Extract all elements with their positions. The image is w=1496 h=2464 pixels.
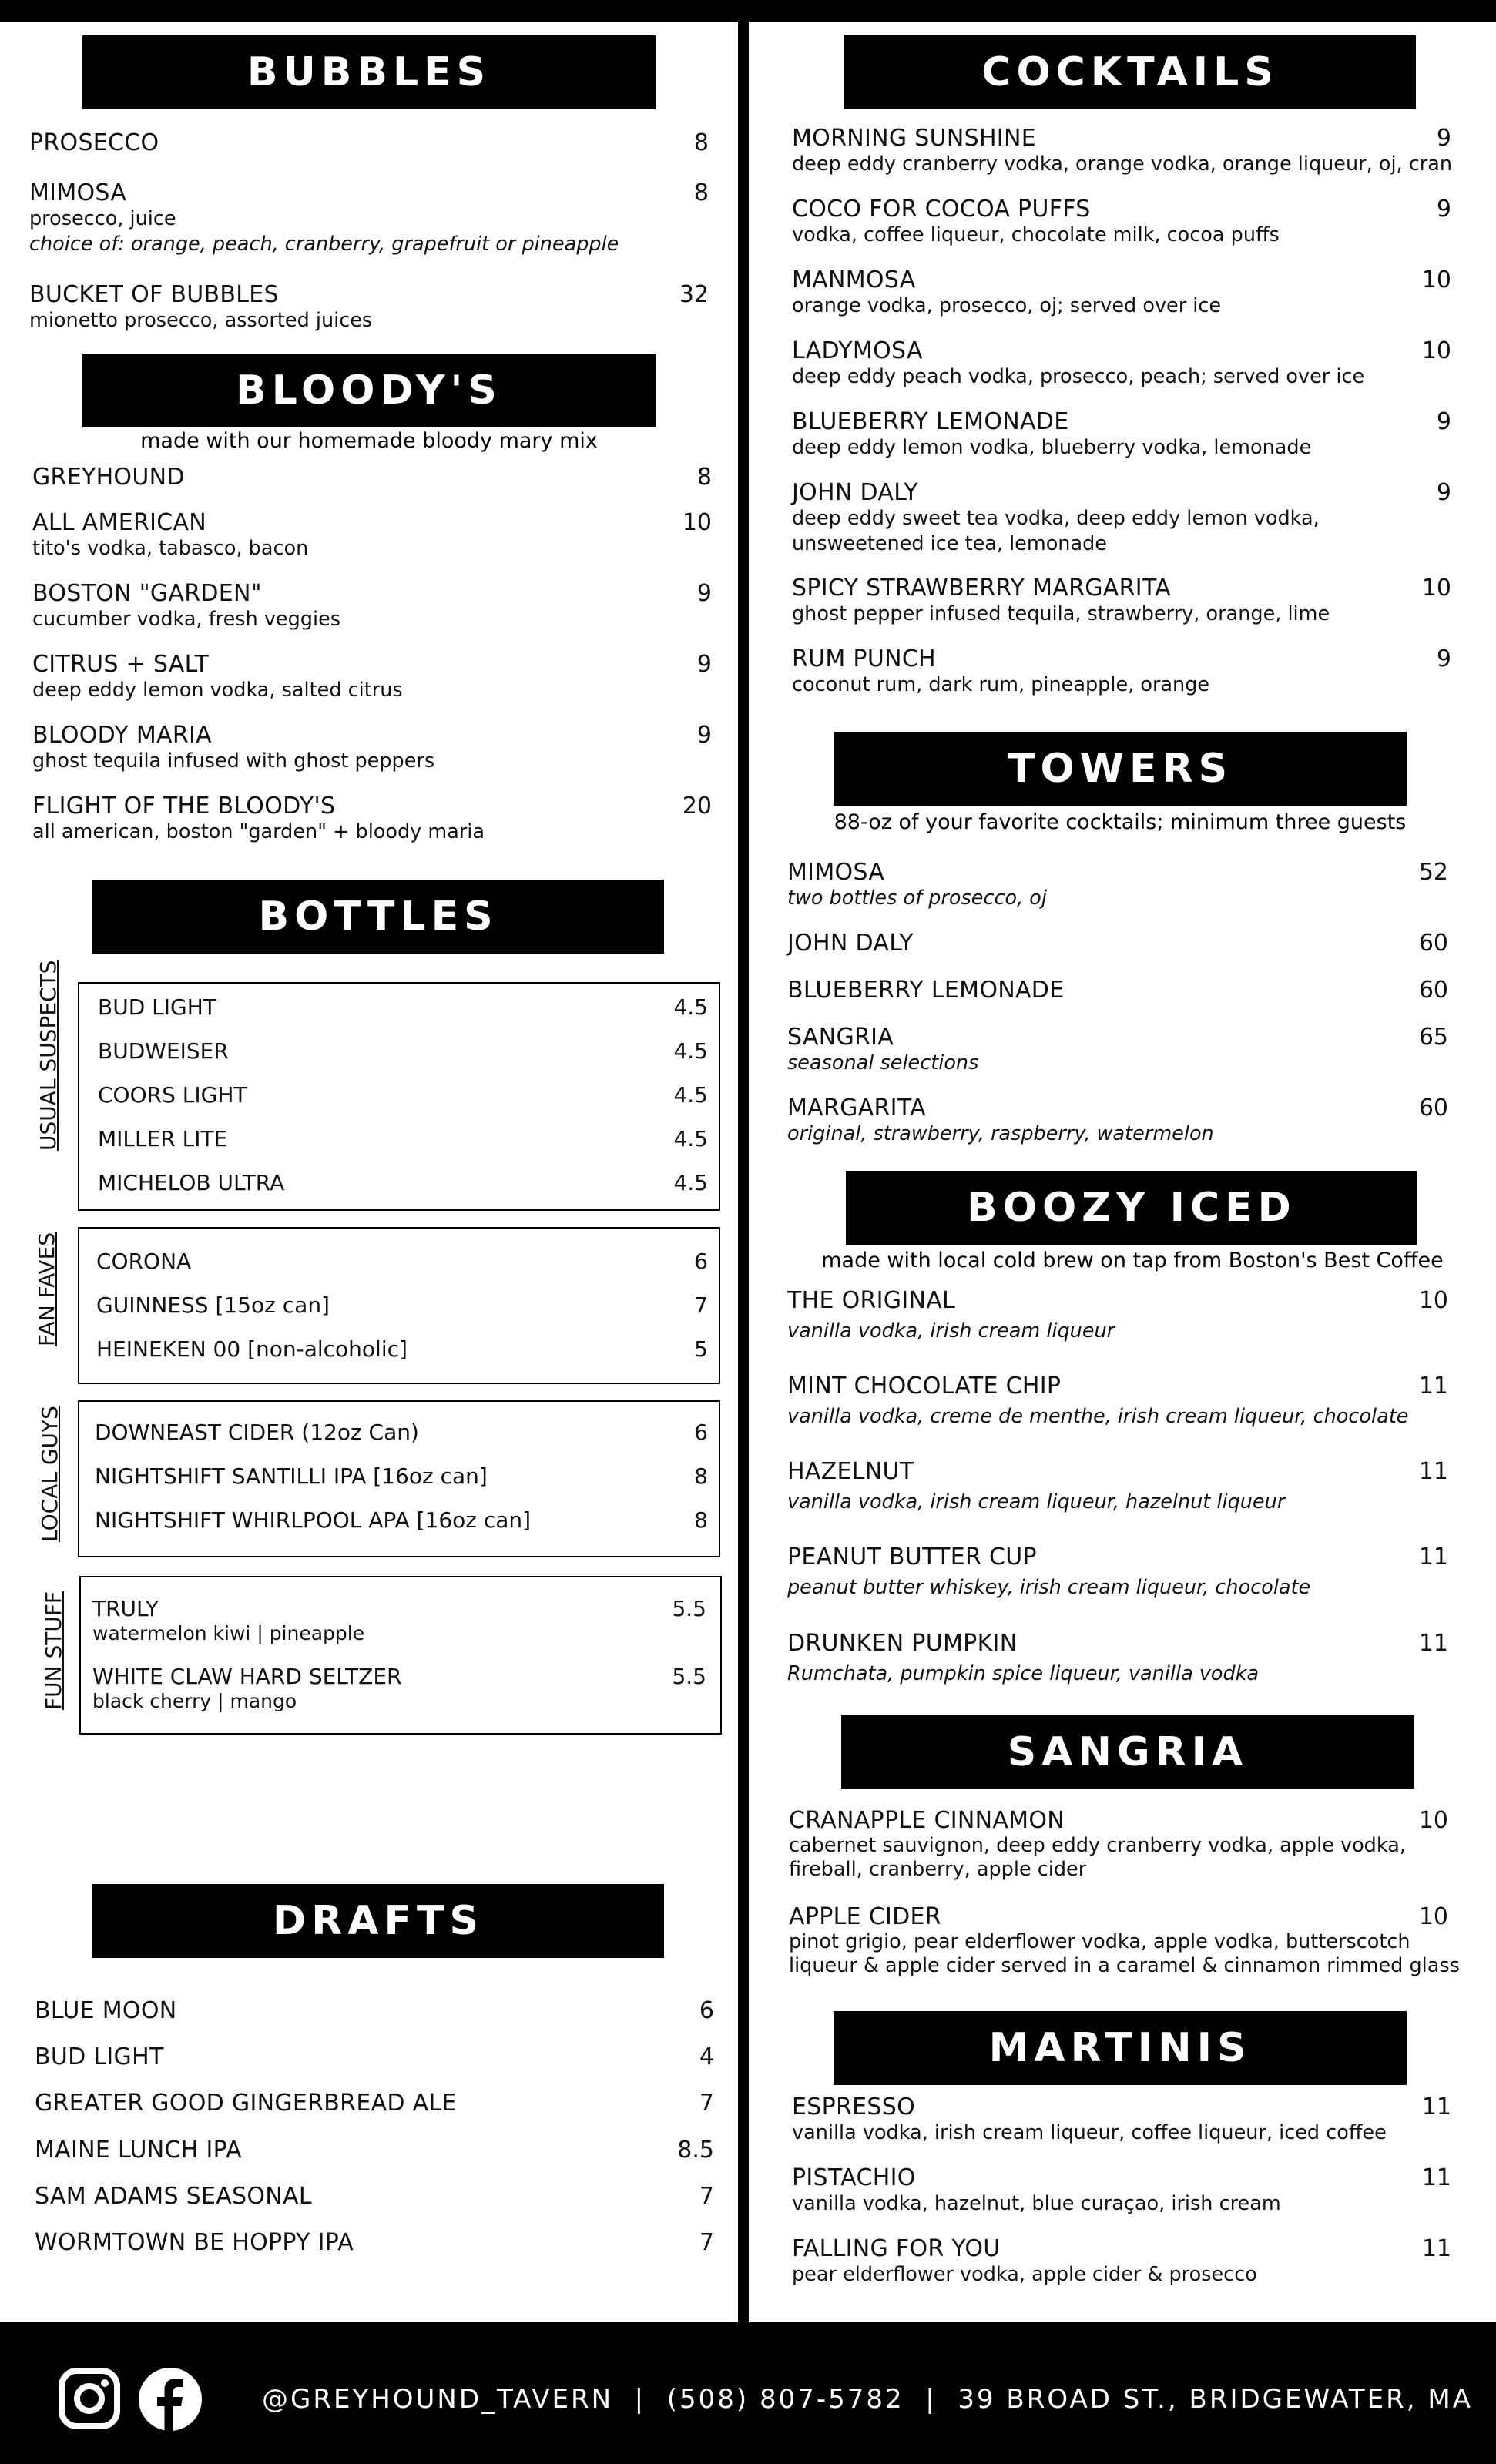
item-price: 7: [699, 2183, 714, 2210]
item-price: 9: [696, 580, 712, 607]
item-name: SAM ADAMS SEASONAL: [35, 2183, 312, 2210]
bottle-name: WHITE CLAW HARD SELTZER: [92, 1664, 402, 1689]
local-guys-box: [78, 1400, 720, 1557]
item-price: 11: [1418, 1373, 1448, 1400]
bottle-description: watermelon kiwi | pineapple: [92, 1622, 365, 1644]
item-price: 7: [699, 2229, 714, 2256]
item-name: COCO FOR COCOA PUFFS: [792, 196, 1091, 223]
item-name: ALL AMERICAN: [32, 509, 207, 536]
item-description: orange vodka, prosecco, oj; served over ice: [792, 294, 1222, 317]
item-description: seasonal selections: [787, 1051, 979, 1074]
instagram-icon[interactable]: [59, 2368, 120, 2429]
item-description: deep eddy cranberry vodka, orange vodka, orange liqueur, oj, cran: [792, 153, 1453, 176]
item-description: vodka, coffee liqueur, chocolate milk, cocoa puffs: [792, 223, 1280, 246]
menu-item: [787, 1458, 1448, 1515]
item-price: 60: [1418, 1095, 1448, 1121]
item-description-choice: choice of: orange, peach, cranberry, grapefruit or pineapple: [29, 233, 619, 256]
item-name: FLIGHT OF THE BLOODY'S: [32, 793, 336, 820]
item-name: MANMOSA: [792, 267, 916, 293]
item-price: 10: [682, 509, 712, 536]
menu-item: [787, 1095, 1448, 1147]
item-price: 9: [1436, 645, 1451, 672]
bottle-name: MICHELOB ULTRA: [98, 1170, 285, 1195]
item-description: prosecco, juice: [29, 207, 176, 230]
menu-item: [35, 1997, 714, 2024]
bottle-name: TRULY: [92, 1596, 159, 1621]
item-description: ghost pepper infused tequila, strawberry, orange, lime: [792, 602, 1330, 625]
item-price: 9: [696, 651, 712, 678]
item-description: pear elderflower vodka, apple cider & prosecco: [792, 2263, 1257, 2286]
item-price: 9: [1436, 479, 1451, 506]
bloodys-heading: BLOODY'S: [82, 354, 656, 427]
menu-item: [787, 977, 1448, 1004]
bottles-heading: BOTTLES: [92, 880, 664, 954]
menu-item: [792, 2164, 1451, 2217]
bottle-price: 8: [694, 1463, 708, 1489]
item-name: SANGRIA: [787, 1024, 894, 1051]
item-description: vanilla vodka, creme de menthe, irish cream liqueur, chocolate: [787, 1405, 1409, 1428]
bottle-name: CORONA: [96, 1249, 192, 1274]
local-guys-label: LOCAL GUYS: [37, 1406, 62, 1542]
item-price: 11: [1421, 2235, 1451, 2262]
item-name: MAINE LUNCH IPA: [35, 2137, 242, 2164]
cocktails-heading: COCKTAILS: [844, 35, 1416, 109]
menu-item: [787, 1630, 1448, 1687]
menu-item: [35, 2183, 714, 2210]
item-description: cabernet sauvignon, deep eddy cranberry vodka, apple vodka,: [789, 1834, 1406, 1857]
item-price: 60: [1418, 977, 1448, 1004]
item-description-line2: liqueur & apple cider served in a caramel & cinnamon rimmed glass: [789, 1954, 1460, 1977]
bottle-price: 5: [694, 1336, 708, 1362]
item-price: 10: [1421, 337, 1451, 364]
menu-item: [35, 2229, 714, 2256]
item-description: mionetto prosecco, assorted juices: [29, 309, 373, 332]
item-name: MARGARITA: [787, 1095, 926, 1121]
menu-item: [29, 281, 709, 334]
item-description: deep eddy peach vodka, prosecco, peach; served over ice: [792, 365, 1365, 388]
boozy-iced-heading: BOOZY ICED: [846, 1171, 1417, 1245]
menu-item: [35, 2137, 714, 2164]
boozy-iced-note: made with local cold brew on tap from Boston's Best Coffee: [821, 1249, 1444, 1272]
menu-item: [792, 337, 1451, 390]
item-description-line2: unsweetened ice tea, lemonade: [792, 532, 1107, 555]
menu-item: [35, 2043, 714, 2070]
item-name: ESPRESSO: [792, 2094, 915, 2120]
item-price: 10: [1421, 575, 1451, 602]
bottle-name: MILLER LITE: [98, 1126, 228, 1152]
bottle-price: 4.5: [673, 1082, 708, 1108]
item-description: deep eddy sweet tea vodka, deep eddy lemon vodka,: [792, 507, 1320, 530]
bottle-price: 5.5: [672, 1664, 706, 1689]
menu-item: [32, 793, 712, 845]
menu-item: [32, 651, 712, 703]
item-price: 9: [1436, 125, 1451, 152]
bottle-name: HEINEKEN 00 [non-alcoholic]: [96, 1336, 408, 1362]
item-name: WORMTOWN BE HOPPY IPA: [35, 2229, 354, 2256]
item-name: PEANUT BUTTER CUP: [787, 1544, 1037, 1571]
item-price: 11: [1418, 1544, 1448, 1571]
item-price: 65: [1418, 1024, 1448, 1051]
item-description: cucumber vodka, fresh veggies: [32, 608, 341, 631]
bottle-price: 4.5: [673, 1126, 708, 1152]
bottle-name: NIGHTSHIFT SANTILLI IPA [16oz can]: [95, 1463, 488, 1489]
menu-item: [787, 1024, 1448, 1076]
item-description-line2: fireball, cranberry, apple cider: [789, 1858, 1087, 1881]
item-price: 10: [1421, 267, 1451, 293]
item-price: 8: [693, 179, 709, 206]
item-description: vanilla vodka, irish cream liqueur: [787, 1319, 1115, 1343]
item-price: 10: [1418, 1287, 1448, 1314]
item-description: two bottles of prosecco, oj: [787, 887, 1047, 910]
bottle-price: 5.5: [672, 1596, 706, 1621]
item-name: CITRUS + SALT: [32, 651, 210, 678]
item-description: vanilla vodka, hazelnut, blue curaçao, irish cream: [792, 2192, 1281, 2215]
menu-item: [787, 859, 1448, 911]
item-price: 11: [1418, 1630, 1448, 1657]
item-price: 9: [1436, 196, 1451, 223]
item-price: 8.5: [677, 2137, 714, 2164]
item-price: 52: [1418, 859, 1448, 886]
bottle-name: DOWNEAST CIDER (12oz Can): [95, 1420, 419, 1445]
menu-item: [792, 125, 1451, 177]
menu-item: [35, 2090, 714, 2117]
item-name: JOHN DALY: [792, 479, 918, 506]
item-name: GREATER GOOD GINGERBREAD ALE: [35, 2090, 457, 2117]
item-description: ghost tequila infused with ghost peppers: [32, 749, 435, 773]
menu-item: [792, 479, 1451, 557]
item-name: THE ORIGINAL: [787, 1287, 956, 1314]
item-name: CRANAPPLE CINNAMON: [789, 1807, 1065, 1834]
item-price: 8: [693, 129, 709, 156]
bottle-price: 7: [694, 1292, 708, 1318]
item-name: MIMOSA: [29, 179, 127, 206]
item-name: MIMOSA: [787, 859, 885, 886]
item-price: 10: [1418, 1807, 1448, 1834]
item-name: LADYMOSA: [792, 337, 923, 364]
item-name: DRUNKEN PUMPKIN: [787, 1630, 1018, 1657]
item-name: PISTACHIO: [792, 2164, 916, 2191]
item-price: 9: [696, 722, 712, 749]
item-name: BLUE MOON: [35, 1997, 177, 2024]
item-name: BUD LIGHT: [35, 2043, 164, 2070]
item-name: APPLE CIDER: [789, 1903, 941, 1930]
towers-heading: TOWERS: [834, 732, 1407, 806]
item-price: 32: [679, 281, 709, 308]
bubbles-heading: BUBBLES: [82, 35, 656, 109]
menu-item: [792, 267, 1451, 319]
item-description: original, strawberry, raspberry, watermelon: [787, 1122, 1214, 1145]
bottle-name: BUDWEISER: [98, 1038, 229, 1064]
fan-faves-box: [78, 1227, 720, 1384]
menu-item: [32, 509, 712, 562]
item-name: JOHN DALY: [787, 930, 914, 957]
menu-item: [792, 196, 1451, 248]
menu-item: [32, 464, 712, 491]
item-price: 9: [1436, 408, 1451, 435]
menu-item: [787, 1287, 1448, 1344]
column-divider: [738, 0, 749, 2322]
fan-faves-label: FAN FAVES: [34, 1232, 59, 1346]
drafts-heading: DRAFTS: [92, 1884, 664, 1958]
item-name: MINT CHOCOLATE CHIP: [787, 1373, 1062, 1400]
sangria-heading: SANGRIA: [841, 1715, 1414, 1789]
menu-item: [29, 179, 709, 257]
item-name: BLUEBERRY LEMONADE: [787, 977, 1065, 1004]
usual-suspects-label: USUAL SUSPECTS: [35, 960, 61, 1151]
footer-contact-line: @GREYHOUND_TAVERN | (508) 807-5782 | 39 BROAD ST., BRIDGEWATER, MA: [262, 2384, 1473, 2415]
item-description: all american, boston "garden" + bloody maria: [32, 820, 485, 843]
bottle-price: 6: [694, 1420, 708, 1445]
bloodys-note: made with our homemade bloody mary mix: [140, 429, 598, 453]
item-name: GREYHOUND: [32, 464, 185, 491]
bottle-price: 4.5: [673, 994, 708, 1020]
bottle-price: 8: [694, 1507, 708, 1533]
item-name: SPICY STRAWBERRY MARGARITA: [792, 575, 1172, 602]
item-name: FALLING FOR YOU: [792, 2235, 1001, 2262]
menu-item: [787, 1373, 1448, 1430]
menu-item: [32, 722, 712, 774]
item-price: 8: [696, 464, 712, 491]
item-price: 60: [1418, 930, 1448, 957]
item-description: deep eddy lemon vodka, blueberry vodka, lemonade: [792, 436, 1312, 459]
menu-item: [792, 575, 1451, 627]
item-name: MORNING SUNSHINE: [792, 125, 1036, 152]
item-description: vanilla vodka, irish cream liqueur, coffee liqueur, iced coffee: [792, 2121, 1387, 2144]
item-description: Rumchata, pumpkin spice liqueur, vanilla vodka: [787, 1662, 1260, 1685]
item-name: BUCKET OF BUBBLES: [29, 281, 279, 308]
bottle-name: BUD LIGHT: [98, 994, 216, 1020]
item-name: BLOODY MARIA: [32, 722, 212, 749]
menu-item: [789, 1903, 1460, 1978]
bottle-price: 6: [694, 1249, 708, 1274]
item-name: RUM PUNCH: [792, 645, 936, 672]
item-price: 7: [699, 2090, 714, 2117]
menu-item: [787, 930, 1448, 957]
item-name: BOSTON "GARDEN": [32, 580, 262, 607]
bottle-name: COORS LIGHT: [98, 1082, 247, 1108]
item-price: 10: [1418, 1903, 1448, 1930]
item-price: 11: [1421, 2164, 1451, 2191]
item-description: tito's vodka, tabasco, bacon: [32, 537, 309, 560]
menu-item: [789, 1807, 1448, 1882]
menu-item: [792, 2235, 1451, 2288]
facebook-icon[interactable]: [139, 2368, 202, 2431]
item-description: pinot grigio, pear elderflower vodka, apple vodka, butterscotch: [789, 1930, 1410, 1953]
menu-item: [792, 2094, 1451, 2146]
bottle-price: 4.5: [673, 1038, 708, 1064]
martinis-heading: MARTINIS: [834, 2011, 1407, 2085]
item-price: 4: [699, 2043, 714, 2070]
towers-note: 88-oz of your favorite cocktails; minimum three guests: [834, 810, 1407, 834]
bottle-description: black cherry | mango: [92, 1690, 297, 1712]
fun-stuff-box: [79, 1576, 722, 1735]
item-price: 11: [1418, 1458, 1448, 1485]
bottle-price: 4.5: [673, 1170, 708, 1195]
menu-item: [29, 129, 709, 156]
bottle-name: GUINNESS [15oz can]: [96, 1292, 330, 1318]
menu-item: [787, 1544, 1448, 1601]
item-name: PROSECCO: [29, 129, 159, 156]
menu-item: [792, 645, 1451, 698]
item-name: BLUEBERRY LEMONADE: [792, 408, 1069, 435]
menu-item: [792, 408, 1451, 461]
menu-item: [32, 580, 712, 632]
item-description: vanilla vodka, irish cream liqueur, hazelnut liqueur: [787, 1490, 1286, 1514]
item-description: coconut rum, dark rum, pineapple, orange: [792, 673, 1210, 696]
bottle-name: NIGHTSHIFT WHIRLPOOL APA [16oz can]: [95, 1507, 532, 1533]
item-name: HAZELNUT: [787, 1458, 914, 1485]
item-description: deep eddy lemon vodka, salted citrus: [32, 679, 403, 702]
fun-stuff-label: FUN STUFF: [41, 1591, 66, 1710]
item-price: 11: [1421, 2094, 1451, 2120]
item-description: peanut butter whiskey, irish cream liqueur, chocolate: [787, 1576, 1311, 1599]
item-price: 6: [699, 1997, 714, 2024]
usual-suspects-box: [78, 982, 720, 1211]
item-price: 20: [682, 793, 712, 820]
